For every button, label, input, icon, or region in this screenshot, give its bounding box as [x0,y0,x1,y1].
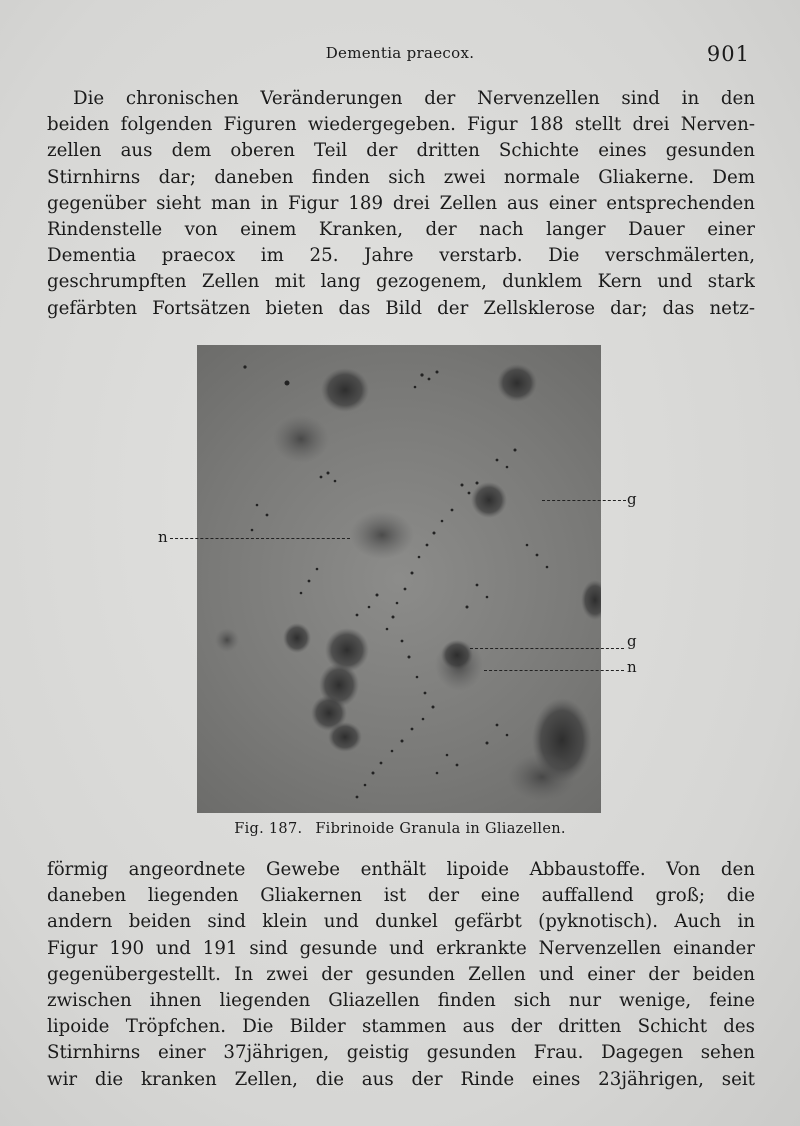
text-line: Die chronischen Veränderungen der Nervenzellen sind in den [73,88,755,109]
figure-label-g-mid: g [627,632,637,650]
text-line: zwischen ihnen liegenden Gliazellen finden sich nur wenige, feine [47,990,755,1012]
text-line: Rindenstelle von einem Kranken, der nach langer Dauer einer [47,219,755,241]
text-line: gegenübergestellt. In zwei der gesunden Zellen und einer der beiden [47,963,755,985]
text-line: andern beiden sind klein und dunkel gefärbt (pyknotisch). Auch in [47,911,755,933]
leader-line-g-top [542,500,626,501]
paragraph-top [47,86,755,322]
text-line: Stirnhirns einer 37jährigen, geistig gesunden Frau. Dagegen sehen [47,1042,755,1064]
text-line: gefärbten Fortsätzen bieten das Bild der Zellsklerose dar; das netz- [47,297,755,319]
running-header-title: Dementia praecox. [325,44,475,62]
figure-caption-number: Fig. 187. [234,821,303,837]
paragraph-bottom [47,857,755,1093]
text-line: geschrumpften Zellen mit lang gezogenem, dunklem Kern und stark [47,271,755,293]
micrograph-figure [197,345,601,813]
text-line: daneben liegenden Gliakernen ist der eine auffallend groß; die [47,885,755,907]
figure-caption [0,821,800,837]
text-line: zellen aus dem oberen Teil der dritten Schichte eines gesunden [47,140,755,162]
leader-line-n-left [170,538,350,539]
text-line: wir die kranken Zellen, die aus der Rinde eines 23jährigen, seit [47,1068,755,1090]
figure-caption-text: Fibrinoide Granula in Gliazellen. [315,821,566,837]
text-line: beiden folgenden Figuren wiedergegeben. Figur 188 stellt drei Nerven- [47,114,755,136]
page-number: 901 [706,42,750,66]
leader-line-g-mid [470,648,624,649]
text-line: Figur 190 und 191 sind gesunde und erkrankte Nervenzellen einander [47,937,755,959]
figure-label-g-top: g [627,490,637,508]
micrograph-image [197,345,601,813]
text-line: Stirnhirns dar; daneben finden sich zwei normale Gliakerne. Dem [47,166,755,188]
text-line: Dementia praecox im 25. Jahre verstarb. Die verschmälerten, [47,245,755,267]
leader-line-n-right [484,670,624,671]
figure-label-n-right: n [627,658,637,676]
text-line: förmig angeordnete Gewebe enthält lipoide Abbaustoffe. Von den [47,859,755,880]
figure-label-n-left: n [158,528,168,546]
text-line: gegenüber sieht man in Figur 189 drei Zellen aus einer entsprechenden [47,192,755,214]
text-line: lipoide Tröpfchen. Die Bilder stammen aus der dritten Schicht des [47,1016,755,1038]
